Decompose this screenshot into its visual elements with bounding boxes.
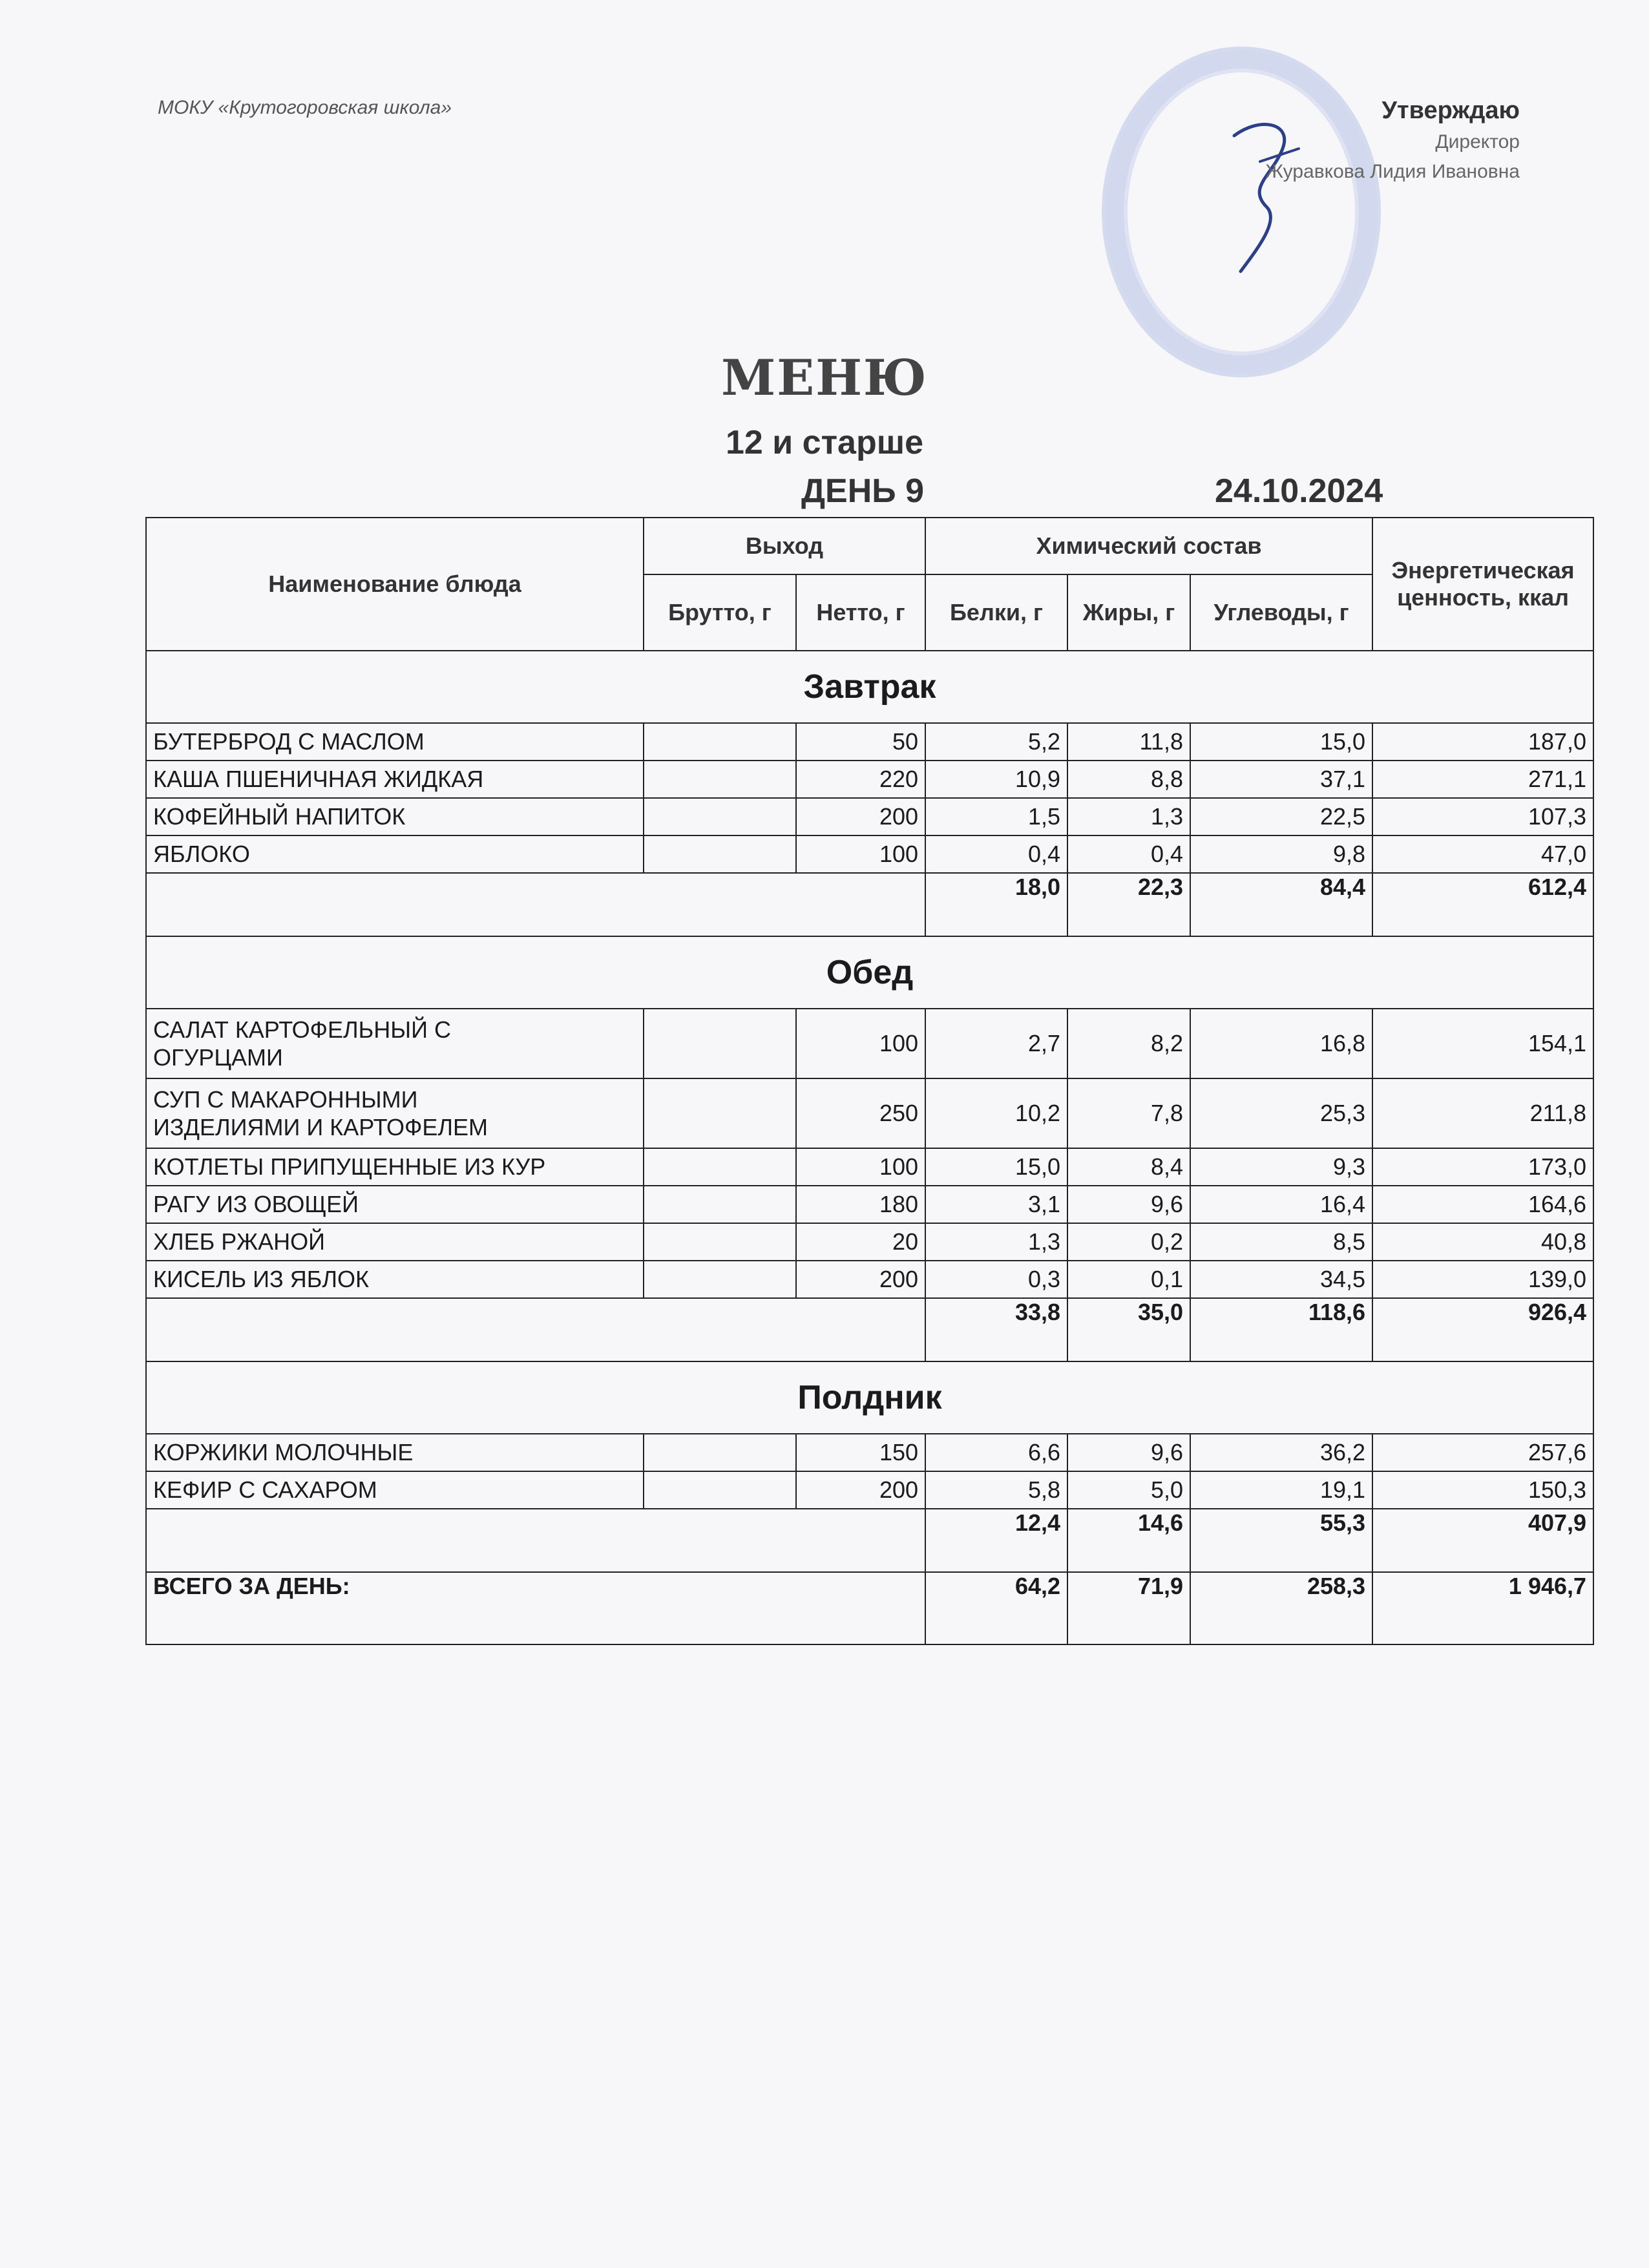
cell-energy: 154,1: [1372, 1009, 1593, 1078]
section-title: Завтрак: [146, 651, 1593, 723]
dish-name-line: ОГУРЦАМИ: [153, 1044, 283, 1071]
cell-netto: 180: [796, 1186, 925, 1223]
table-row: [146, 1434, 1593, 1471]
cell-energy: 271,1: [1372, 761, 1593, 798]
dish-name: КОТЛЕТЫ ПРИПУЩЕННЫЕ ИЗ КУР: [146, 1148, 644, 1186]
cell-carb: 19,1: [1190, 1471, 1372, 1509]
cell-brutto: [644, 1471, 796, 1509]
header-carb: Углеводы, г: [1190, 574, 1372, 651]
cell-carb: 16,8: [1190, 1009, 1372, 1078]
cell-fat: 9,6: [1067, 1186, 1190, 1223]
header-fat: Жиры, г: [1067, 574, 1190, 651]
school-name: МОКУ «Крутогоровская школа»: [158, 97, 452, 118]
subtotal-fat: 14,6: [1067, 1509, 1190, 1572]
section-title: Полдник: [146, 1361, 1593, 1434]
subtotal-carb: 55,3: [1190, 1509, 1372, 1572]
day-total-label: ВСЕГО ЗА ДЕНЬ:: [146, 1572, 925, 1644]
cell-carb: 9,8: [1190, 835, 1372, 873]
dish-name: КЕФИР С САХАРОМ: [146, 1471, 644, 1509]
section-header-row: [146, 936, 1593, 1009]
table-row: [146, 1009, 1593, 1078]
cell-protein: 5,2: [925, 723, 1067, 761]
cell-netto: 200: [796, 798, 925, 835]
table-row: [146, 761, 1593, 798]
table-row: [146, 1261, 1593, 1298]
subtotal-energy: 612,4: [1372, 873, 1593, 936]
header-output: Выход: [644, 518, 925, 574]
subtotal-row: [146, 873, 1593, 936]
cell-fat: 1,3: [1067, 798, 1190, 835]
section-header-row: [146, 651, 1593, 723]
header-protein: Белки, г: [925, 574, 1067, 651]
dish-name: БУТЕРБРОД С МАСЛОМ: [146, 723, 644, 761]
subtotal-label: [146, 873, 925, 936]
approve-label: Утверждаю: [1381, 97, 1520, 124]
cell-energy: 107,3: [1372, 798, 1593, 835]
header-chem: Химический состав: [925, 518, 1372, 574]
day-total-row: [146, 1572, 1593, 1644]
cell-protein: 10,9: [925, 761, 1067, 798]
subtotal-row: [146, 1298, 1593, 1361]
cell-netto: 150: [796, 1434, 925, 1471]
subtotal-carb: 118,6: [1190, 1298, 1372, 1361]
subtotal-protein: 12,4: [925, 1509, 1067, 1572]
table-row: [146, 723, 1593, 761]
header-brutto: Брутто, г: [644, 574, 796, 651]
cell-carb: 36,2: [1190, 1434, 1372, 1471]
cell-brutto: [644, 723, 796, 761]
header-energy: Энергетическая ценность, ккал: [1372, 518, 1593, 651]
table-row: [146, 798, 1593, 835]
dish-name: ХЛЕБ РЖАНОЙ: [146, 1223, 644, 1261]
cell-brutto: [644, 1009, 796, 1078]
cell-energy: 173,0: [1372, 1148, 1593, 1186]
cell-netto: 200: [796, 1261, 925, 1298]
subtotal-energy: 926,4: [1372, 1298, 1593, 1361]
cell-carb: 15,0: [1190, 723, 1372, 761]
cell-protein: 0,4: [925, 835, 1067, 873]
subtotal-fat: 35,0: [1067, 1298, 1190, 1361]
cell-carb: 25,3: [1190, 1078, 1372, 1148]
cell-brutto: [644, 1078, 796, 1148]
cell-netto: 100: [796, 1148, 925, 1186]
cell-netto: 50: [796, 723, 925, 761]
cell-energy: 139,0: [1372, 1261, 1593, 1298]
cell-carb: 9,3: [1190, 1148, 1372, 1186]
subtotal-label: [146, 1298, 925, 1361]
cell-netto: 200: [796, 1471, 925, 1509]
cell-fat: 8,2: [1067, 1009, 1190, 1078]
subtotal-protein: 18,0: [925, 873, 1067, 936]
cell-netto: 100: [796, 1009, 925, 1078]
cell-netto: 20: [796, 1223, 925, 1261]
cell-carb: 8,5: [1190, 1223, 1372, 1261]
cell-brutto: [644, 798, 796, 835]
cell-fat: 8,4: [1067, 1148, 1190, 1186]
dish-name: КОРЖИКИ МОЛОЧНЫЕ: [146, 1434, 644, 1471]
cell-fat: 8,8: [1067, 761, 1190, 798]
cell-brutto: [644, 1434, 796, 1471]
cell-protein: 1,3: [925, 1223, 1067, 1261]
subtotal-label: [146, 1509, 925, 1572]
cell-energy: 40,8: [1372, 1223, 1593, 1261]
table-row: [146, 1078, 1593, 1148]
cell-fat: 7,8: [1067, 1078, 1190, 1148]
table-row: [146, 1223, 1593, 1261]
cell-brutto: [644, 835, 796, 873]
dish-name: КАША ПШЕНИЧНАЯ ЖИДКАЯ: [146, 761, 644, 798]
section-title: Обед: [146, 936, 1593, 1009]
cell-energy: 257,6: [1372, 1434, 1593, 1471]
cell-brutto: [644, 1223, 796, 1261]
dish-name-line: СУП С МАКАРОННЫМИ: [153, 1086, 418, 1113]
table-row: [146, 835, 1593, 873]
dish-name-line: САЛАТ КАРТОФЕЛЬНЫЙ С: [153, 1016, 451, 1043]
cell-protein: 5,8: [925, 1471, 1067, 1509]
cell-fat: 9,6: [1067, 1434, 1190, 1471]
cell-brutto: [644, 1148, 796, 1186]
cell-energy: 47,0: [1372, 835, 1593, 873]
table-row: [146, 1186, 1593, 1223]
cell-energy: 164,6: [1372, 1186, 1593, 1223]
cell-protein: 3,1: [925, 1186, 1067, 1223]
director-position: Директор: [1435, 131, 1520, 152]
day-total-carb: 258,3: [1190, 1572, 1372, 1644]
cell-fat: 0,1: [1067, 1261, 1190, 1298]
age-group: 12 и старше: [725, 424, 924, 461]
cell-protein: 0,3: [925, 1261, 1067, 1298]
menu-date: 24.10.2024: [1215, 472, 1383, 510]
dish-name-line: ИЗДЕЛИЯМИ И КАРТОФЕЛЕМ: [153, 1114, 488, 1140]
approval-block: [1265, 97, 1520, 183]
table-row: [146, 1471, 1593, 1509]
dish-name: РАГУ ИЗ ОВОЩЕЙ: [146, 1186, 644, 1223]
day-total-protein: 64,2: [925, 1572, 1067, 1644]
cell-protein: 2,7: [925, 1009, 1067, 1078]
cell-fat: 5,0: [1067, 1471, 1190, 1509]
cell-fat: 11,8: [1067, 723, 1190, 761]
subtotal-energy: 407,9: [1372, 1509, 1593, 1572]
table-row: [146, 1148, 1593, 1186]
subtotal-fat: 22,3: [1067, 873, 1190, 936]
cell-energy: 187,0: [1372, 723, 1593, 761]
subtotal-protein: 33,8: [925, 1298, 1067, 1361]
cell-carb: 37,1: [1190, 761, 1372, 798]
cell-carb: 22,5: [1190, 798, 1372, 835]
cell-energy: 150,3: [1372, 1471, 1593, 1509]
cell-protein: 6,6: [925, 1434, 1067, 1471]
page-title: МЕНЮ: [721, 349, 928, 406]
header-netto: Нетто, г: [796, 574, 925, 651]
cell-brutto: [644, 761, 796, 798]
menu-table: [145, 517, 1594, 1645]
cell-protein: 15,0: [925, 1148, 1067, 1186]
director-name: Журавкова Лидия Ивановна: [1265, 161, 1520, 182]
cell-netto: 100: [796, 835, 925, 873]
cell-carb: 34,5: [1190, 1261, 1372, 1298]
header-dish-name: Наименование блюда: [146, 518, 644, 651]
cell-fat: 0,2: [1067, 1223, 1190, 1261]
dish-name: КОФЕЙНЫЙ НАПИТОК: [146, 798, 644, 835]
cell-brutto: [644, 1186, 796, 1223]
subtotal-carb: 84,4: [1190, 873, 1372, 936]
menu-body: [146, 651, 1593, 1644]
section-header-row: [146, 1361, 1593, 1434]
dish-name: [146, 1078, 644, 1148]
dish-name: [146, 1009, 644, 1078]
dish-name: КИСЕЛЬ ИЗ ЯБЛОК: [146, 1261, 644, 1298]
cell-protein: 10,2: [925, 1078, 1067, 1148]
cell-netto: 220: [796, 761, 925, 798]
dish-name: ЯБЛОКО: [146, 835, 644, 873]
cell-netto: 250: [796, 1078, 925, 1148]
day-label: ДЕНЬ 9: [801, 472, 925, 510]
day-total-fat: 71,9: [1067, 1572, 1190, 1644]
cell-energy: 211,8: [1372, 1078, 1593, 1148]
cell-protein: 1,5: [925, 798, 1067, 835]
subtotal-row: [146, 1509, 1593, 1572]
cell-fat: 0,4: [1067, 835, 1190, 873]
cell-brutto: [644, 1261, 796, 1298]
day-total-energy: 1 946,7: [1372, 1572, 1593, 1644]
cell-carb: 16,4: [1190, 1186, 1372, 1223]
